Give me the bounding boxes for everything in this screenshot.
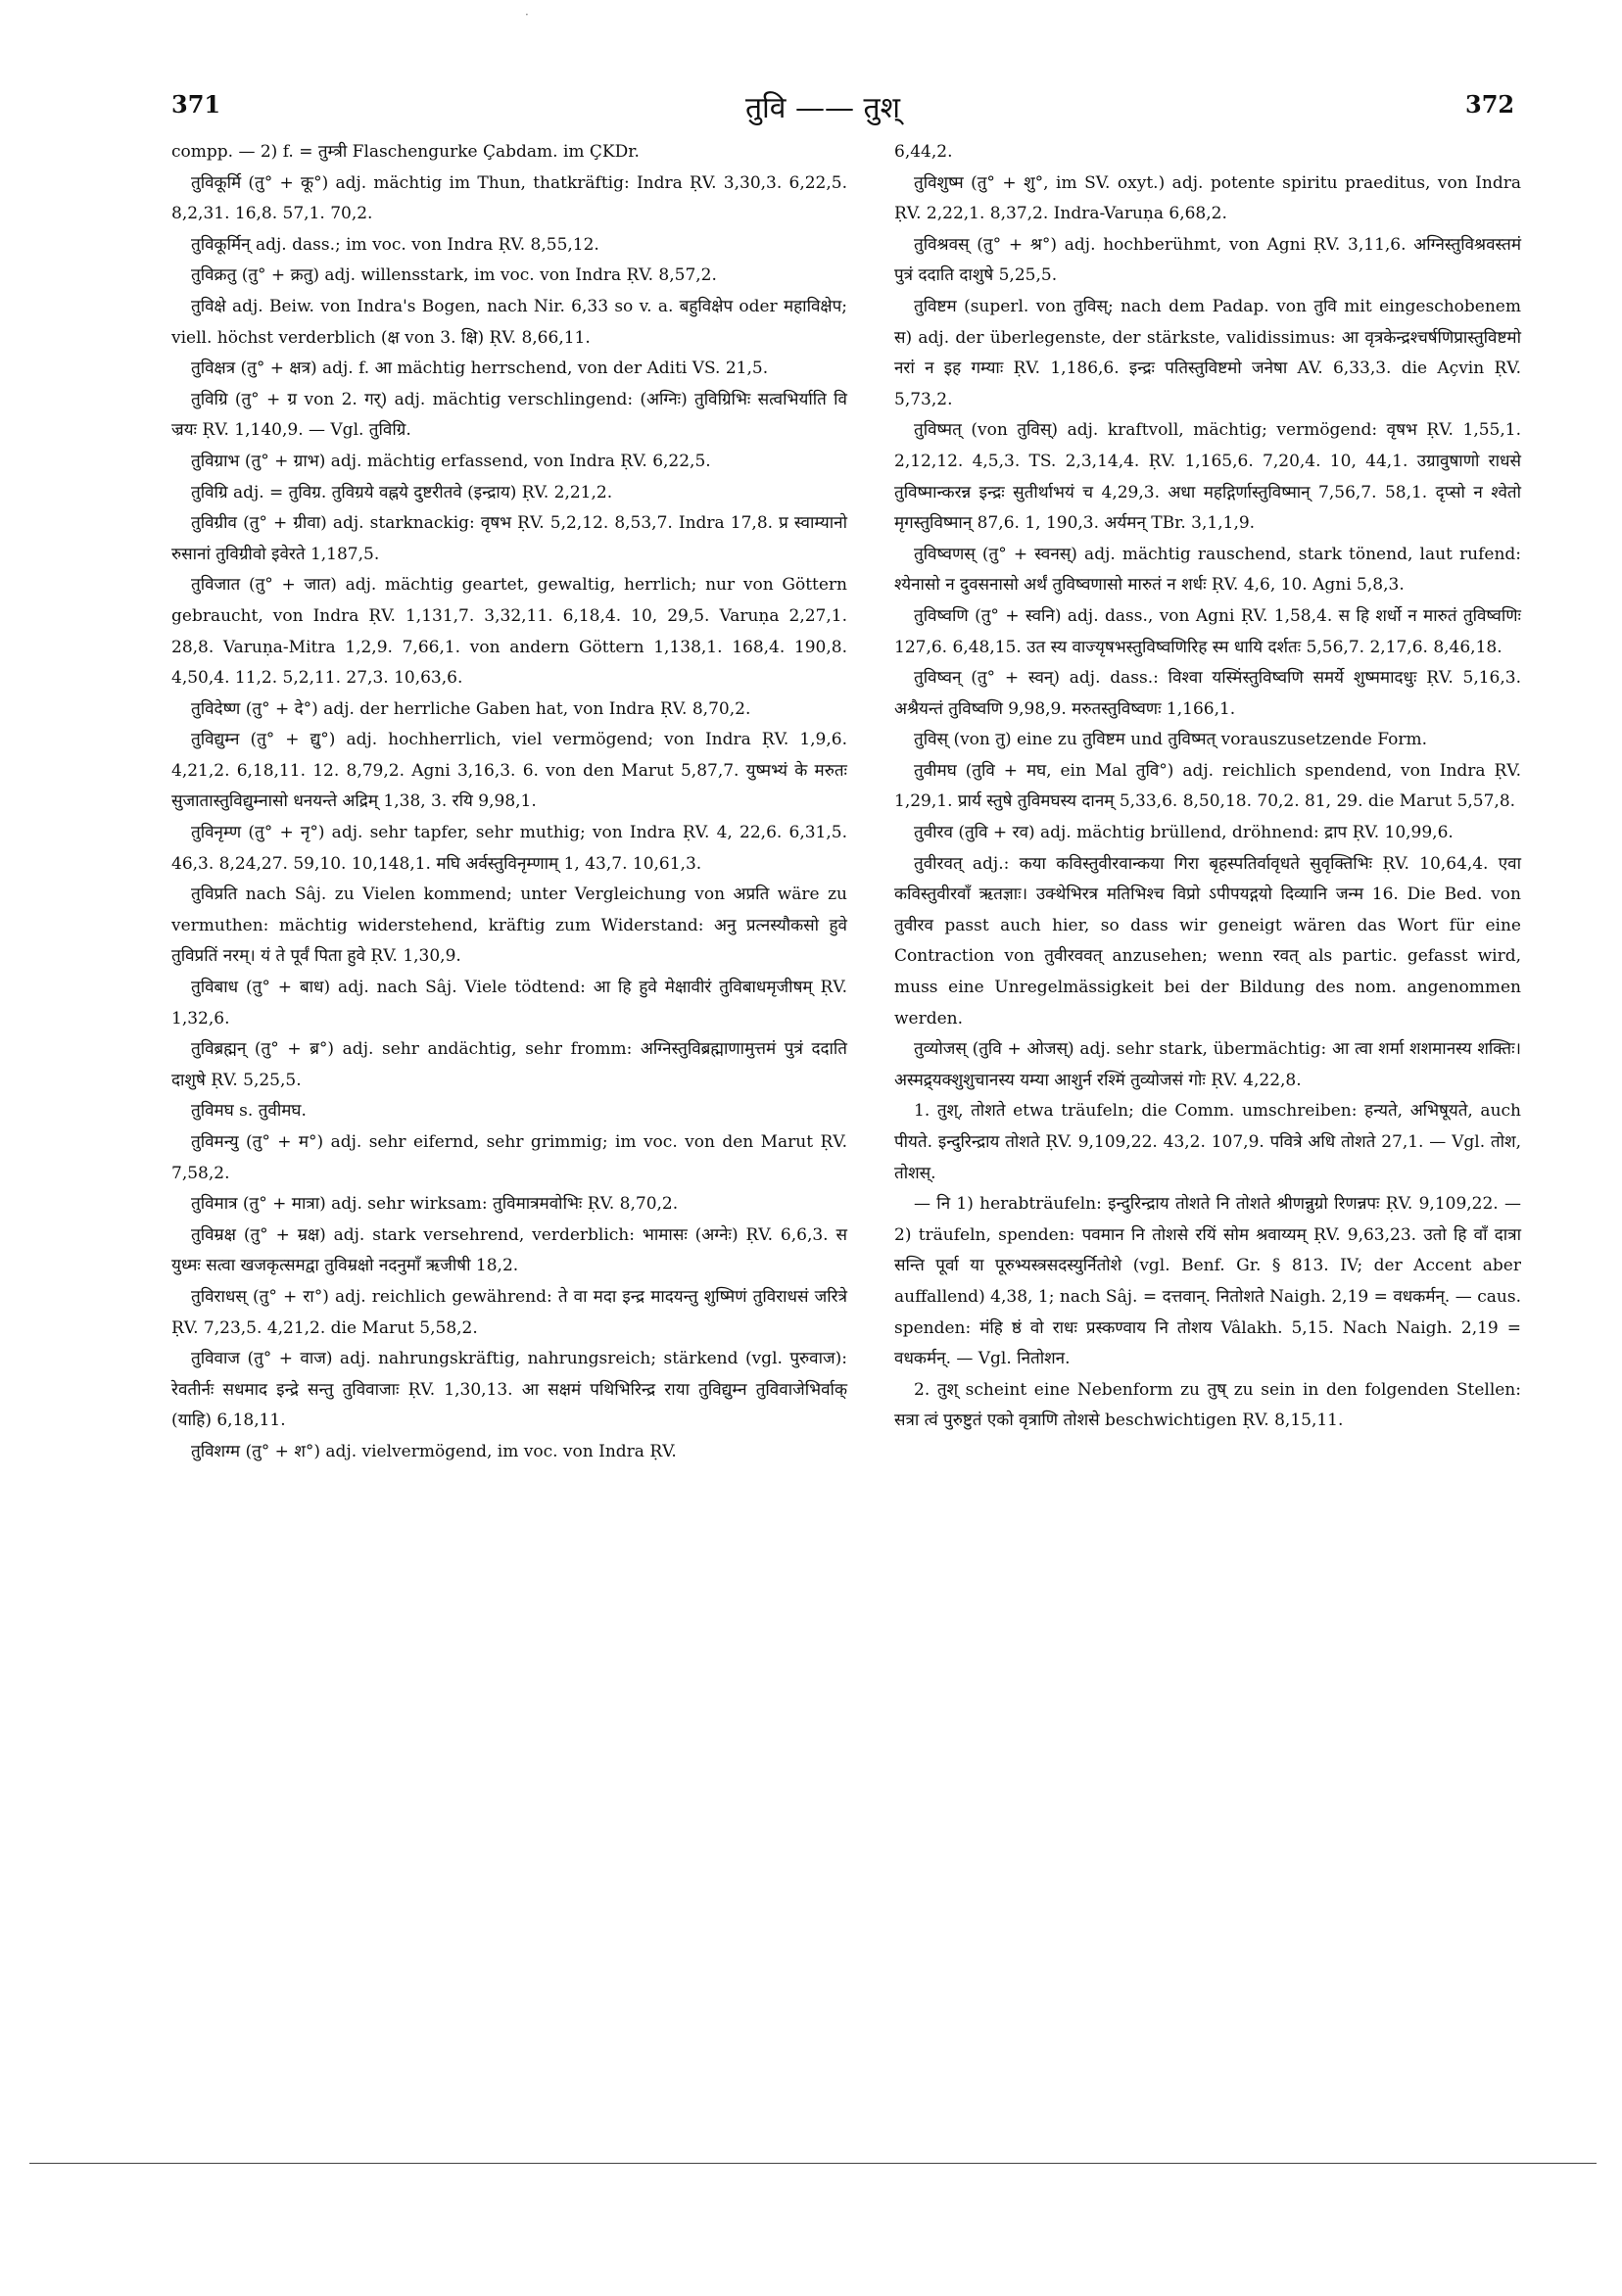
entry: तुविष्वणस् (तु° + स्वनस्) adj. mächtig rauschend, stark tönend, laut rufend: श्येनासो न दुवसनासो अर्थं तुविष्वणासो मारुतं न शर्धः ṚV. 4,6, 10. Agni 5,8,3. — [894, 544, 1521, 596]
entry: तुविष्वणि (तु° + स्वनि) adj. dass., von Agni ṚV. 1,58,4. स हि शर्धो न मारुतं तुविष्वणिः 127,6. 6,48,15. उत स्य वाज्यृषभस्तुविष्वणिरिह स्म धायि दर्शतः 5,56,7. 2,17,6. 8,46,18. — [894, 605, 1521, 657]
entry: तुविग्रीव (तु° + ग्रीवा) adj. starknackig: वृषभ ṚV. 5,2,12. 8,53,7. Indra 17,8. प्र स्वाम्यानो रुसानां तुविग्रीवो इवेरते 1,187,5. — [171, 513, 847, 564]
entry: तुविमघ s. तुवीमघ. — [191, 1101, 307, 1122]
entry: तुविमात्र (तु° + मात्रा) adj. sehr wirksam: तुविमात्रमवोभिः ṚV. 8,70,2. — [191, 1194, 679, 1215]
entry: तुविजात (तु° + जात) adj. mächtig geartet, gewaltig, herrlich; nur von Göttern gebraucht, von Indra ṚV. 1,131,7. 3,32,11. 6,18,4. 10, 29,5. Varuṇa 2,27,1. 28,8. Varuṇa-Mitra 1,2,9. 7,66,1. von andern Göttern 1,138,1. 168,4. 190,8. 4,50,4. 11,2. 5,2,11. 27,3. 10,63,6. — [171, 575, 847, 689]
entry: तुविप्रति nach Sâj. zu Vielen kommend; unter Vergleichung von अप्रति wäre zu vermuthen: mächtig widerstehend, kräftig zum Widerstand: अनु प्रत्नस्यौकसो हुवे तुविप्रतिं नरम्। यं ते पूर्वं पिता हुवे ṚV. 1,30,9. — [171, 885, 847, 967]
entry: तुविबाध (तु° + बाध) adj. nach Sâj. Viele tödtend: आ हि हुवे मेक्षावीरं तुविबाधमृजीषम् ṚV. 1,32,6. — [171, 978, 847, 1028]
entry: तुवीरव (तुवि + रव) adj. mächtig brüllend, dröhnend: द्राप ṚV. 10,99,6. — [914, 823, 1454, 843]
entry: तुविक्षे adj. Beiw. von Indra's Bogen, nach Nir. 6,33 so v. a. बहुविक्षेप oder महाविक्षेप; viell. höchst verderblich (क्ष von 3. क्षि) ṚV. 8,66,11. — [171, 296, 847, 348]
page-number-right: 372 — [1465, 90, 1515, 119]
entry: तुविक्रतु (तु° + क्रतु) adj. willensstark, im voc. von Indra ṚV. 8,57,2. — [191, 265, 717, 286]
entry: compp. — 2) f. = तुम्त्री Flaschengurke Çabdam. im ÇKDr. — [171, 142, 640, 162]
entry: तुविग्रि (तु° + ग्र von 2. गर्) adj. mächtig verschlingend: (अग्निः) तुविग्रिभिः सत्वभिर्याति वि ज्रयः ṚV. 1,140,9. — Vgl. तुविग्रि. — [171, 389, 847, 441]
entry: तुविद्युम्न (तु° + द्यु°) adj. hochherrlich, viel vermögend; von Indra ṚV. 1,9,6. 4,21,2. 6,18,11. 12. 8,79,2. Agni 3,16,3. 6. von den Marut 5,87,7. युष्मभ्यं के मरुतः सुजातास्तुविद्युम्नासो धनयन्ते अद्रिम् 1,38, 3. रयि 9,98,1. — [171, 730, 847, 812]
entry: तुविम्रक्ष (तु° + म्रक्ष) adj. stark versehrend, verderblich: भामासः (अग्नेः) ṚV. 6,6,3. स युध्मः सत्वा खजकृत्समद्वा तुविम्रक्षो नदनुमाँ ऋजीषी 18,2. — [171, 1224, 847, 1276]
page-number-left: 371 — [171, 90, 221, 119]
entry: तुवीमघ (तुवि + मघ, ein Mal तुवि°) adj. reichlich spendend, von Indra ṚV. 1,29,1. प्रार्य स्तुषे तुविमघस्य दानम् 5,33,6. 8,50,18. 70,2. 81, 29. die Marut 5,57,8. — [894, 760, 1521, 812]
entry: तुविकूर्मि (तु° + कू°) adj. mächtig im Thun, thatkräftig: Indra ṚV. 3,30,3. 6,22,5. 8,2,31. 16,8. 57,1. 70,2. — [171, 172, 847, 224]
entry: तुविदेष्ण (तु° + दे°) adj. der herrliche Gaben hat, von Indra ṚV. 8,70,2. — [191, 698, 751, 719]
entry: तुविशुष्म (तु° + शु°, im SV. oxyt.) adj. potente spiritu praeditus, von Indra ṚV. 2,22,1. 8,37,2. Indra-Varuṇa 6,68,2. — [894, 172, 1521, 224]
entry: तुविष्टम (superl. von तुविस्; nach dem Padap. von तुवि mit eingeschobenem स) adj. der überlegenste, der stärkste, validissimus: आ वृत्रकेन्द्रश्चर्षणिप्रास्तुविष्टमो नरां न इह गम्याः ṚV. 1,186,6. इन्द्रः पतिस्तुविष्टमो जनेषा AV. 6,33,3. die Açvin ṚV. 5,73,2. — [894, 296, 1521, 409]
entry: तुविशग्म (तु° + श°) adj. vielvermögend, im voc. von Indra ṚV. — [191, 1441, 677, 1461]
entry: तुविवाज (तु° + वाज) adj. nahrungskräftig, nahrungsreich; stärkend (vgl. पुरुवाज): रेवतीर्नः सधमाद इन्द्रे सन्तु तुविवाजाः ṚV. 1,30,13. आ सक्षमं पथिभिरिन्द्र राया तुविद्युम्न तुविवाजेभिर्वाक् (याहि) 6,18,11. — [171, 1349, 847, 1431]
entry: तुविस् (von तु) eine zu तुविष्टम und तुविष्मत् vorauszusetzende Form. — [914, 730, 1427, 750]
entry: तुविष्मत् (von तुविस्) adj. kraftvoll, mächtig; vermögend: वृषभ ṚV. 1,55,1. 2,12,12. 4,5,3. TS. 2,3,14,4. ṚV. 1,165,6. 7,20,4. 10, 44,1. उग्रावुषाणो राधसे तुविष्मान्करन्न इन्द्रः सुतीर्थाभयं च 4,29,3. अधा महद्गिर्णास्तुविष्मान् 7,56,7. 58,1. दृप्सो न श्वेतो मृगस्तुविष्मान् 87,6. 1, 190,3. अर्यमन् TBr. 3,1,1,9. — [894, 420, 1521, 534]
entry: तुविक्षत्र (तु° + क्षत्र) adj. f. आ mächtig herrschend, von der Aditi VS. 21,5. — [191, 359, 769, 379]
entry: तुवीरवत् adj.: कया कविस्तुवीरवान्कया गिरा बृहस्पतिर्वावृधते सुवृक्तिभिः ṚV. 10,64,4. एवा कविस्तुवीरवाँ ऋतज्ञाः। उक्थेभिरत्र मतिभिश्च विप्रो ऽपीपयद्गयो दिव्यानि जन्म 16. Die Bed. von तुवीरव passt auch hier, so dass wir geneigt wären das Wort für eine Contraction von तुवीरववत् anzusehen; wenn रवत् als partic. gefasst wird, muss eine Unregelmässigkeit bei der Bildung des nom. angenommen werden. — [894, 853, 1521, 1028]
bottom-rule — [29, 2163, 1597, 2164]
right-column — [894, 137, 1521, 1437]
entry: — नि 1) herabträufeln: इन्दुरिन्द्राय तोशते नि तोशते श्रीणन्नुग्रो रिणन्नपः ṚV. 9,109,22. — 2) träufeln, spenden: पवमान नि तोशसे रयिं सोम श्रवाय्यम् ṚV. 9,63,23. उतो हि वाँ दात्रा सन्ति पूर्वा या पूरुभ्यस्त्रसदस्युर्नितोशे (vgl. Benf. Gr. § 813. IV; der Accent aber auffallend) 4,38, 1; nach Sâj. = दत्तवान्. नितोशते Naigh. 2,19 = वधकर्मन्. — caus. spenden: मंहि ष्ठं वो राधः प्रस्कण्वाय नि तोशय Vâlakh. 5,15. Nach Naigh. 2,19 = वधकर्मन्. — Vgl. नितोशन. — [894, 1194, 1521, 1369]
entry: 6,44,2. — [894, 142, 953, 162]
entry: तुविश्रवस् (तु° + श्र°) adj. hochberühmt, von Agni ṚV. 3,11,6. अग्निस्तुविश्रवस्तमं पुत्रं ददाति दाशुषे 5,25,5. — [894, 234, 1521, 286]
entry: तुविग्राभ (तु° + ग्राभ) adj. mächtig erfassend, von Indra ṚV. 6,22,5. — [191, 451, 711, 471]
entry: तुविष्वन् (तु° + स्वन्) adj. dass.: विश्वा यस्मिंस्तुविष्वणि समर्ये शुष्ममादधुः ṚV. 5,16,3. अश्रैयन्तं तुविष्वणि 9,98,9. मरुतस्तुविष्वणः 1,166,1. — [894, 668, 1521, 719]
entry: तुविकूर्मिन् adj. dass.; im voc. von Indra ṚV. 8,55,12. — [191, 234, 599, 255]
entry: तुविनृम्ण (तु° + नृ°) adj. sehr tapfer, sehr muthig; von Indra ṚV. 4, 22,6. 6,31,5. 46,3. 8,24,27. 59,10. 10,148,1. मघि अर्वस्तुविनृम्णाम् 1, 43,7. 10,61,3. — [171, 823, 847, 874]
top-mark: · — [525, 8, 529, 22]
entry: तुव्योजस् (तुवि + ओजस्) adj. sehr stark, übermächtig: आ त्वा शर्मा शशमानस्य शक्तिः। अस्मद्र्यक्शुशुचानस्य यम्या आशुर्न रश्मिं तुव्योजसं गोः ṚV. 4,22,8. — [894, 1039, 1521, 1090]
entry: 2. तुश् scheint eine Nebenform zu तुष् zu sein in den folgenden Stellen: सत्रा त्वं पुरुष्टुतं एको वृत्राणि तोशसे beschwichtigen ṚV. 8,15,11. — [894, 1379, 1521, 1431]
left-column — [171, 137, 847, 1468]
entry: 1. तुश्, तोशते etwa träufeln; die Comm. umschreiben: हन्यते, अभिषूयते, auch पीयते. इन्दुरिन्द्राय तोशते ṚV. 9,109,22. 43,2. 107,9. पवित्रे अधि तोशते 27,1. — Vgl. तोश, तोशस्. — [894, 1101, 1521, 1183]
running-title: तुवि —— तुश् — [744, 91, 901, 125]
entry: तुविमन्यु (तु° + म°) adj. sehr eifernd, sehr grimmig; im voc. von den Marut ṚV. 7,58,2. — [171, 1132, 847, 1183]
entry: तुविब्रह्मन् (तु° + ब्र°) adj. sehr andächtig, sehr fromm: अग्निस्तुविब्रह्माणामुत्तमं पुत्रं ददाति दाशुषे ṚV. 5,25,5. — [171, 1039, 847, 1090]
entry: तुविराधस् (तु° + रा°) adj. reichlich gewährend: ते वा मदा इन्द्र मादयन्तु शुष्मिणं तुविराधसं जरित्रे ṚV. 7,23,5. 4,21,2. die Marut 5,58,2. — [171, 1286, 847, 1338]
entry: तुविग्रि adj. = तुविग्र. तुविग्रये वह्नये दुष्टरीतवे (इन्द्राय) ṚV. 2,21,2. — [191, 482, 613, 502]
